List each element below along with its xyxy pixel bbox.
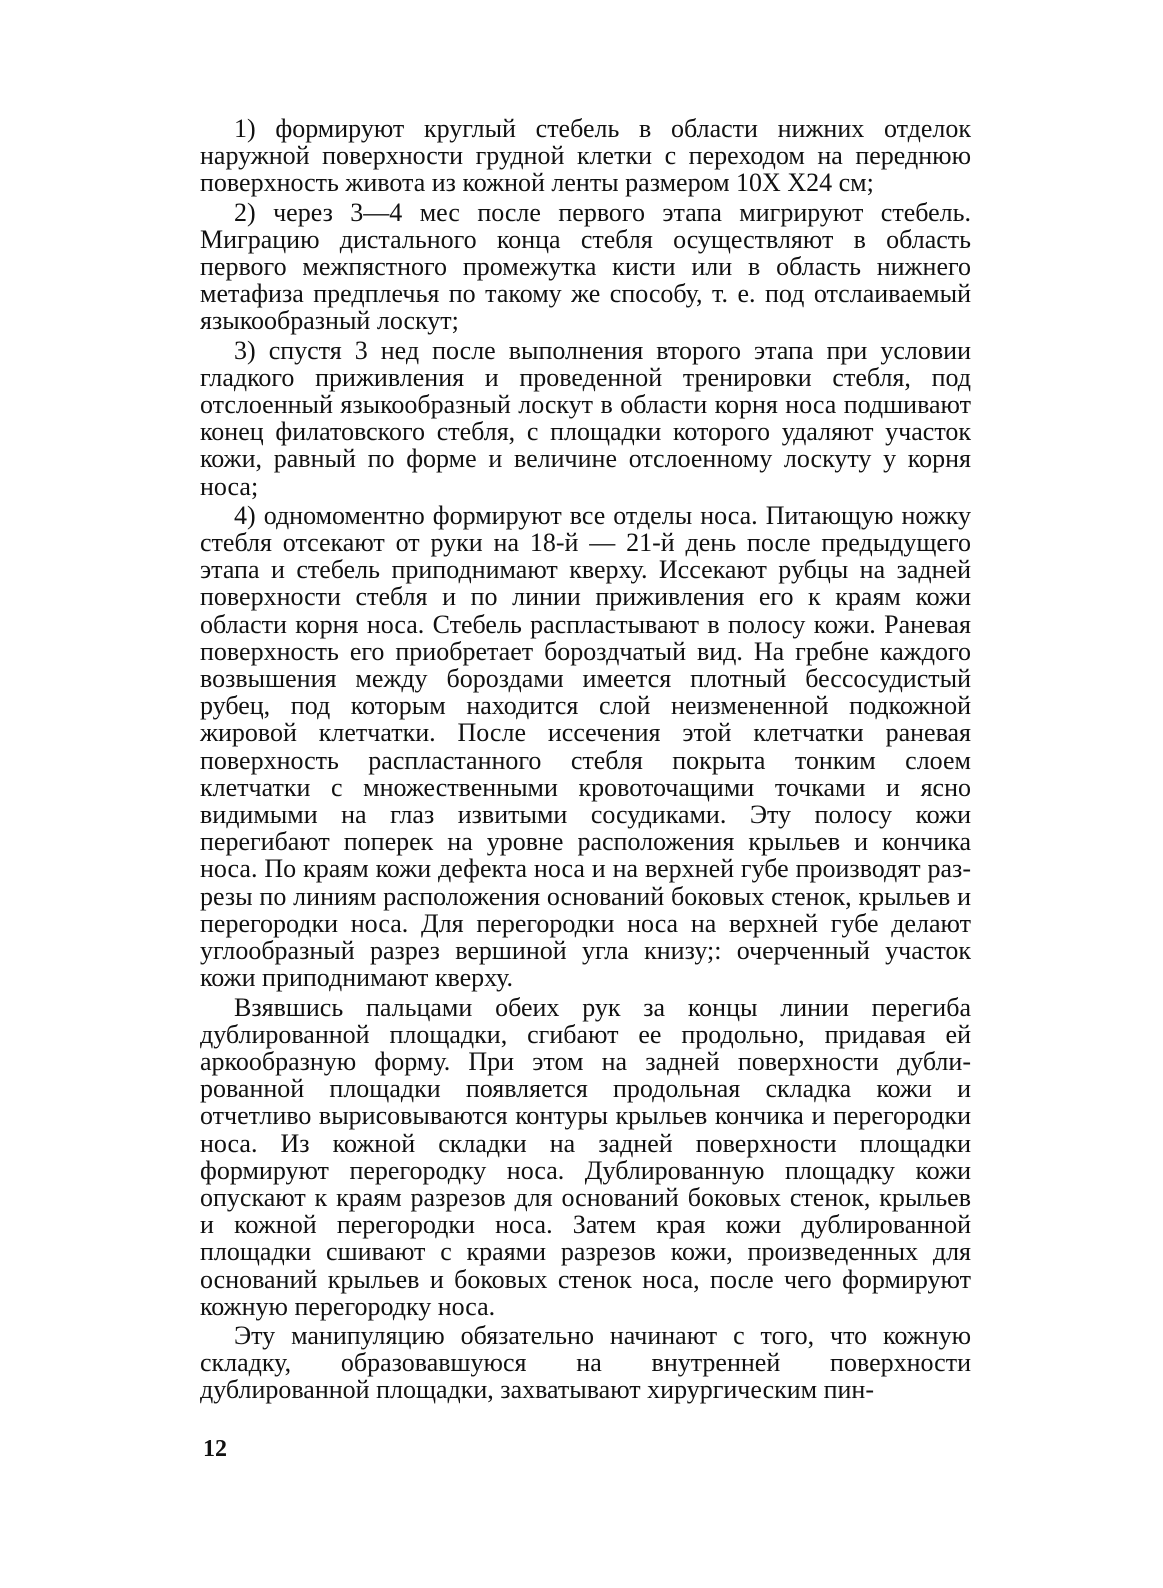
paragraph-step-2: 2) через 3—4 мес после первого этапа мигрируют стебель. Миграцию дистального конца стебля осуществляют в область первого межпястного промежутка кисти или в область нижнего метафиза предплечья по такому же способу, т. е. под отслаиваемый языкообразный лоскут; bbox=[200, 197, 971, 336]
page-number: 12 bbox=[203, 1436, 227, 1462]
page-body bbox=[200, 115, 971, 1406]
paragraph-step-3: 3) спустя 3 нед после выполнения второго этапа при условии гладкого приживления и проведенной тренировки стебля, под отслоенный языкообразный лоскут в области корня носа подшивают конец филатовского стебля, с площадки которого удаляют участок кожи, равный по форме и величине отслоенному лоскуту у корня носа; bbox=[200, 335, 971, 501]
paragraph-step-1: 1) формируют круглый стебель в области нижних отделок наружной поверхности грудной клетки с переходом на переднюю поверхность живота из кожной ленты размером 10Х Х24 см; bbox=[200, 114, 971, 198]
paragraph-step-4: 4) одномоментно формируют все отделы носа. Питающую ножку стебля отсекают от руки на 18-й — 21-й день после предыдущего этапа и стебель приподнимают кверху. Иссекают рубцы на задней поверхности стебля и по линии приживления его к краям кожи области корня носа. Стебель распластывают в полосу кожи. Раневая поверхность его приобретает бороздчатый вид. На гребне каждого возвышения между бороздами имеется плотный бессосудистый рубец, под которым находится слой неизмененной подкожной жировой клетчатки. После иссечения этой клетчатки раневая поверхность распластанного стебля покрыта тонким слоем клетчатки с множественными кровоточащими точками и ясно видимыми на глаз извитыми сосудиками. Эту полосу кожи перегибают поперек на уровне расположения крыльев и кончика носа. По краям кожи дефекта носа и на верхней губе производят разрезы по линиям расположения оснований боковых стенок, крыльев и перегородки носа. Для перегородки носа на верхней губе делают углообразный разрез вершиной угла книзу;: очерченный участок кожи приподнимают кверху. bbox=[200, 500, 971, 993]
paragraph-fold-description: Взявшись пальцами обеих рук за концы линии перегиба дублированной площадки, сгибают ее продольно, придавая ей аркообразную форму. При этом на задней поверхности дублированной площадки появляется продольная складка кожи и отчетливо вырисовываются контуры крыльев кончика и перегородки носа. Из кожной складки на задней поверхности площадки формируют перегородку носа. Дублированную площадку кожи опускают к краям разрезов для оснований боковых стенок, крыльев и кожной перегородки носа. Затем края кожи дублированной площадки сшивают с краями разрезов кожи, произведенных для оснований крыльев и боковых стенок носа, после чего формируют кожную перегородку носа. bbox=[200, 992, 971, 1321]
paragraph-manipulation: Эту манипуляцию обязательно начинают с того, что кожную складку, образовавшуюся на внутренней поверхности дублированной площадки, захватывают хирургическим пин- bbox=[200, 1320, 971, 1405]
